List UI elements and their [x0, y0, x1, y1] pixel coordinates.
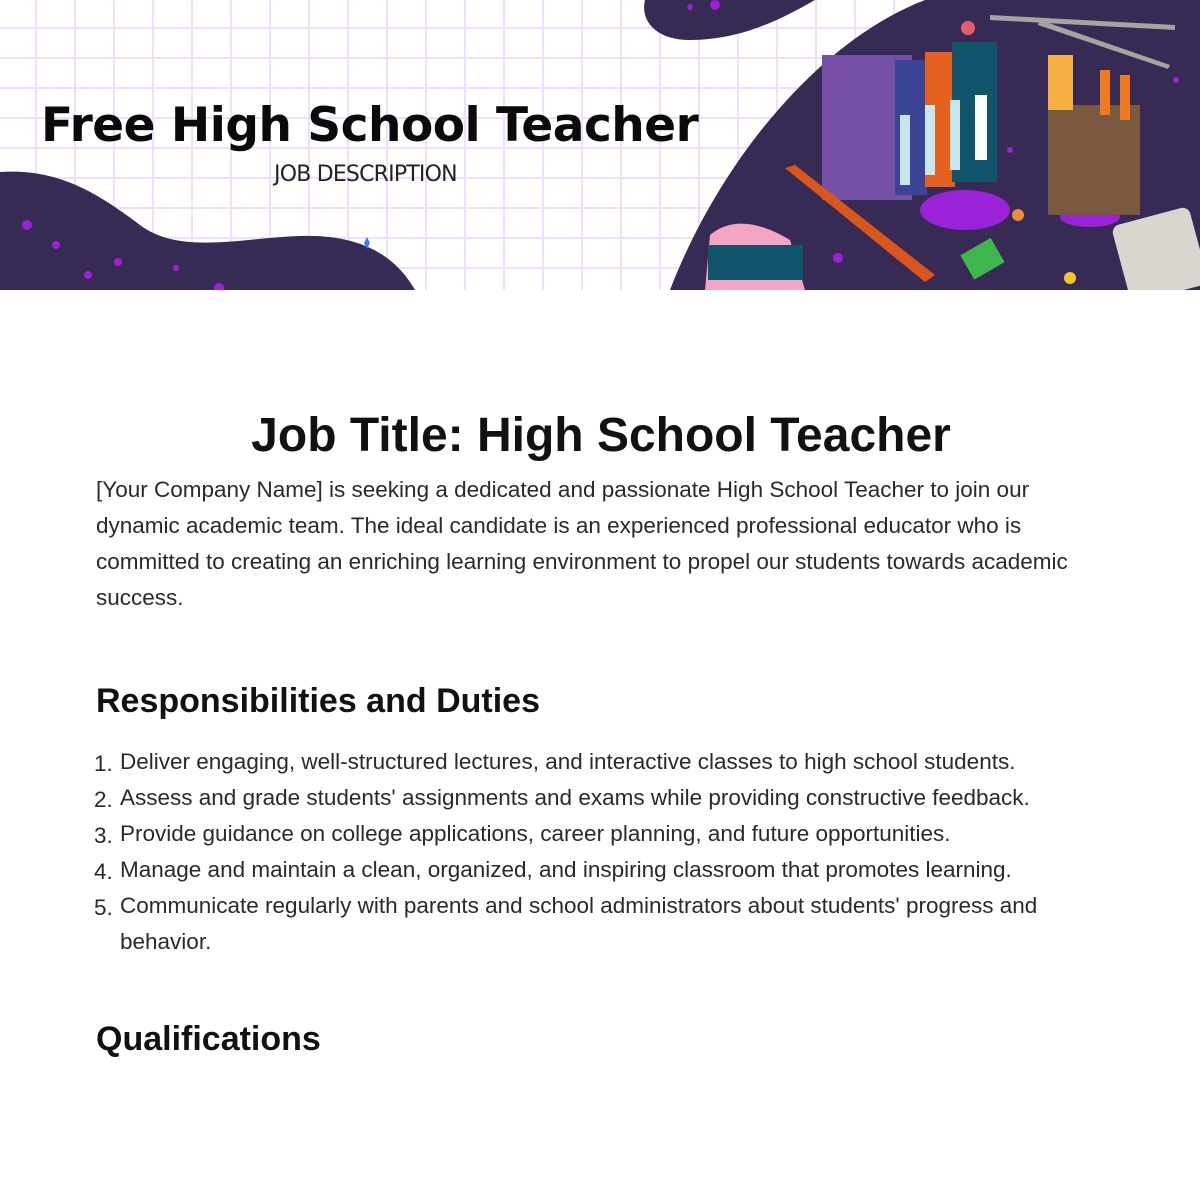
- list-number: 4.: [94, 859, 113, 884]
- list-number: 1.: [94, 751, 113, 776]
- list-number: 5.: [94, 895, 113, 920]
- list-item: [96, 816, 1106, 852]
- intro-paragraph: [Your Company Name] is seeking a dedicated and passionate High School Teacher to join our dynamic academic team. The ideal candidate is an experienced professional educator who is committed to creating an enriching learning environment to propel our students towards academic success.: [96, 477, 1068, 610]
- list-item: [96, 744, 1106, 780]
- qualifications-heading: Qualifications: [96, 1020, 321, 1058]
- job-title-heading: Job Title: High School Teacher: [251, 409, 951, 462]
- list-text: Provide guidance on college applications, career planning, and future opportunities.: [120, 821, 951, 846]
- list-text: Assess and grade students' assignments and exams while providing constructive feedback.: [120, 785, 1030, 810]
- document-body: [96, 400, 1106, 1064]
- list-item: [96, 852, 1106, 888]
- responsibilities-list: [96, 744, 1106, 960]
- header-banner: [0, 0, 1200, 290]
- list-text: Manage and maintain a clean, organized, and inspiring classroom that promotes learning.: [120, 857, 1012, 882]
- list-number: 3.: [94, 823, 113, 848]
- banner-title: Free High School Teacher: [41, 98, 699, 153]
- list-item: [96, 780, 1106, 816]
- list-text: Communicate regularly with parents and school administrators about students' progress and behavior.: [120, 893, 1038, 954]
- responsibilities-heading: Responsibilities and Duties: [96, 682, 540, 720]
- list-number: 2.: [94, 787, 113, 812]
- list-text: Deliver engaging, well-structured lectures, and interactive classes to high school students.: [120, 749, 1016, 774]
- list-item: [96, 888, 1106, 960]
- banner-subtitle: JOB DESCRIPTION: [274, 162, 457, 187]
